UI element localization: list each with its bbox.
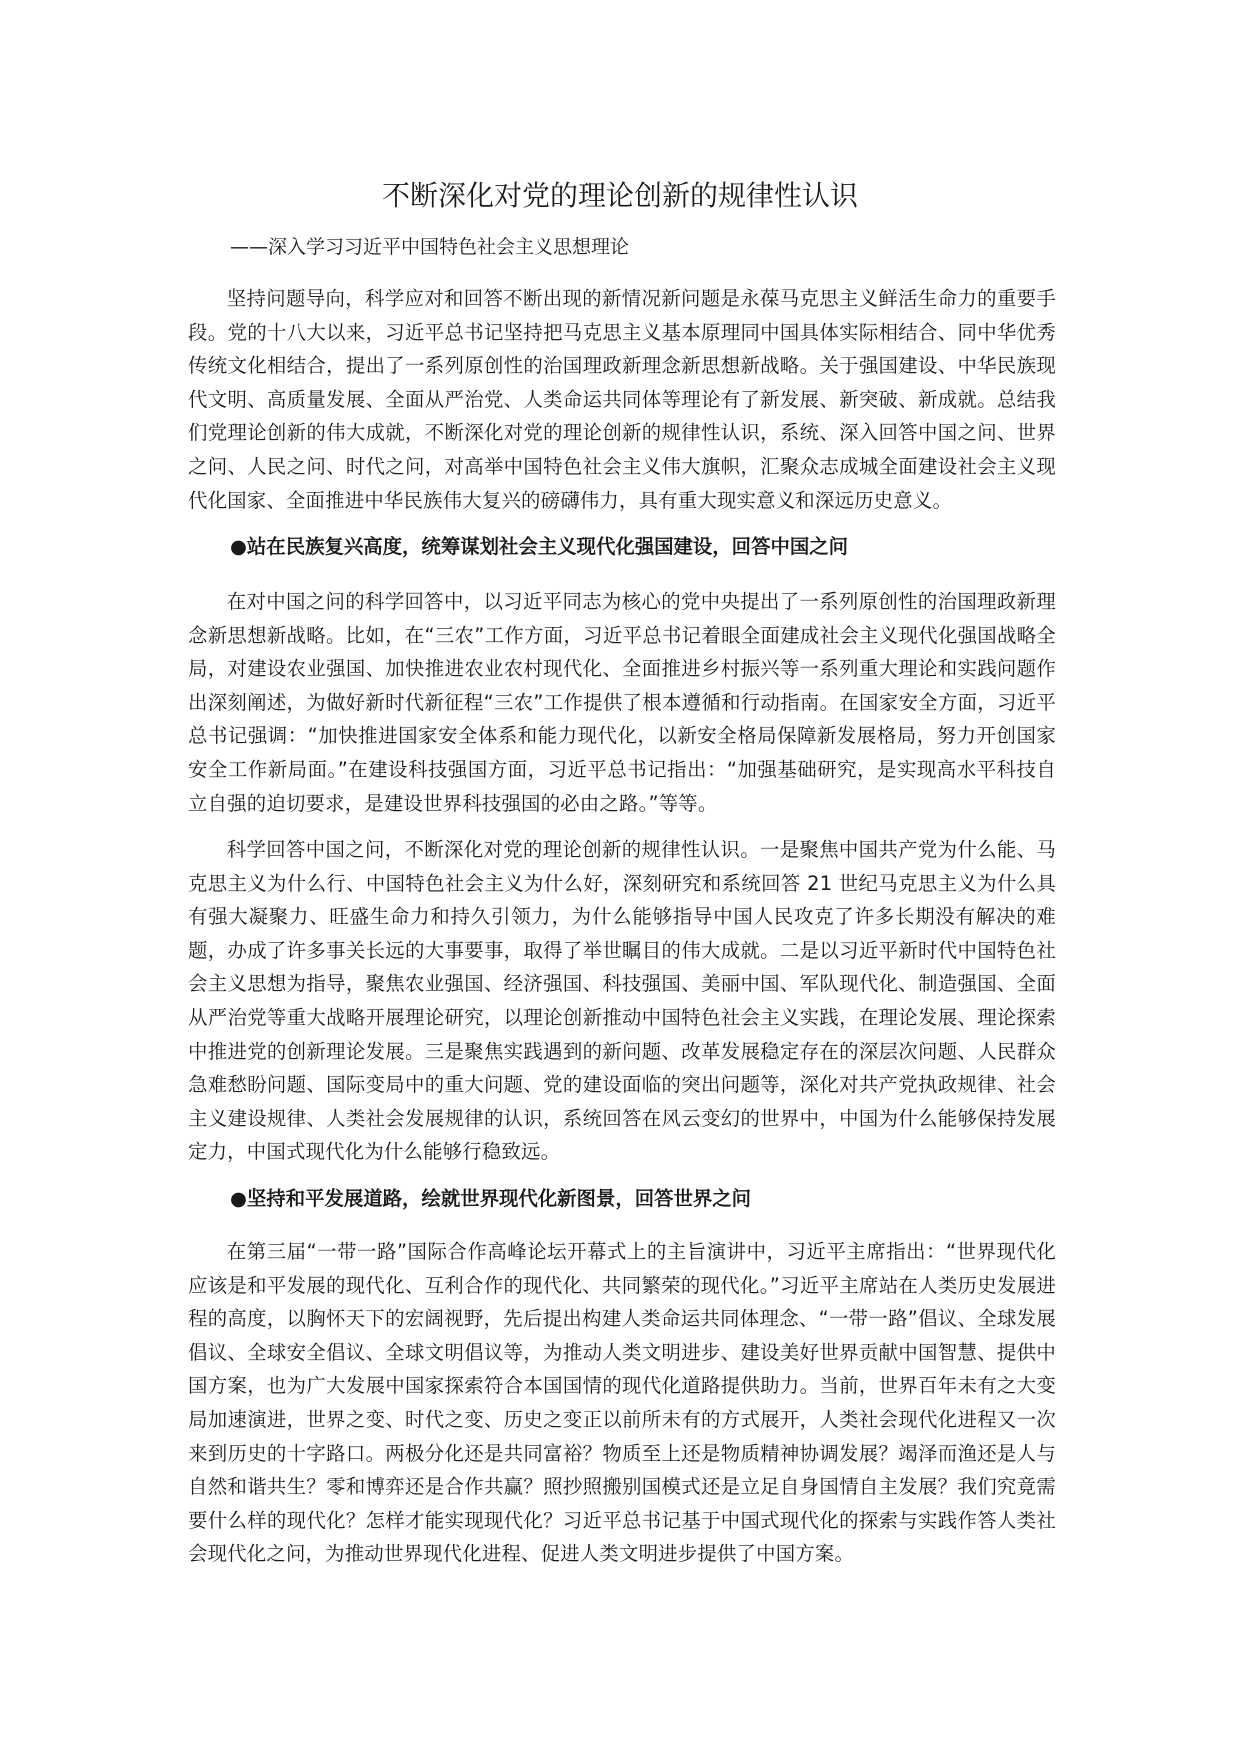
- document-subtitle: ——深入学习习近平中国特色社会主义思想理论: [230, 236, 630, 258]
- section-heading-china-question: ●站在民族复兴高度，统筹谋划社会主义现代化强国建设，回答中国之问: [230, 535, 849, 558]
- paragraph-china-question-answers: 科学回答中国之问，不断深化对党的理论创新的规律性认识。一是聚焦中国共产党为什么能、马克思主义为什么行、中国特色社会主义为什么好，深刻研究和系统回答 21 世纪马克思主义为什么具有强大凝聚力、旺盛生命力和持久引领力，为什么能够指导中国人民攻克了许多长期没有解决的难题，办成了许多事关长远的大事要事，取得了举世瞩目的伟大成就。二是以习近平新时代中国特色社会主义思想为指导，聚焦农业强国、经济强国、科技强国、美丽中国、军队现代化、制造强国、全面从严治党等重大战略开展理论研究，以理论创新推动中国特色社会主义实践，在理论发展、理论探索中推进党的创新理论发展。三是聚焦实践遇到的新问题、改革发展稳定存在的深层次问题、人民群众急难愁盼问题、国际变局中的重大问题、党的建设面临的突出问题等，深化对共产党执政规律、社会主义建设规律、人类社会发展规律的认识，系统回答在风云变幻的世界中，中国为什么能够保持发展定力，中国式现代化为什么能够行稳致远。: [188, 838, 1056, 1164]
- document-title: 不断深化对党的理论创新的规律性认识: [381, 179, 858, 212]
- paragraph-world-question: 在第三届“一带一路”国际合作高峰论坛开幕式上的主旨演讲中，习近平主席指出：“世界现代化应该是和平发展的现代化、互利合作的现代化、共同繁荣的现代化。”习近平主席站在人类历史发展进程的高度，以胸怀天下的宏阔视野，先后提出构建人类命运共同体理念、“一带一路”倡议、全球发展倡议、全球安全倡议、全球文明倡议等，为推动人类文明进步、建设美好世界贡献中国智慧、提供中国方案，也为广大发展中国家探索符合本国国情的现代化道路提供助力。当前，世界百年未有之大变局加速演进，世界之变、时代之变、历史之变正以前所未有的方式展开，人类社会现代化进程又一次来到历史的十字路口。两极分化还是共同富裕？物质至上还是物质精神协调发展？竭泽而渔还是人与自然和谐共生？零和博弈还是合作共赢？照抄照搬别国模式还是立足自身国情自主发展？我们究竟需要什么样的现代化？怎样才能实现现代化？习近平总书记基于中国式现代化的探索与实践作答人类社会现代化之问，为推动世界现代化进程、促进人类文明进步提供了中国方案。: [188, 1240, 1056, 1566]
- paragraph-intro: 坚持问题导向，科学应对和回答不断出现的新情况新问题是永葆马克思主义鲜活生命力的重要手段。党的十八大以来，习近平总书记坚持把马克思主义基本原理同中国具体实际相结合、同中华优秀传统文化相结合，提出了一系列原创性的治国理政新理念新思想新战略。关于强国建设、中华民族现代文明、高质量发展、全面从严治党、人类命运共同体等理论有了新发展、新突破、新成就。总结我们党理论创新的伟大成就，不断深化对党的理论创新的规律性认识，系统、深入回答中国之问、世界之问、人民之问、时代之问，对高举中国特色社会主义伟大旗帜，汇聚众志成城全面建设社会主义现代化国家、全面推进中华民族伟大复兴的磅礴伟力，具有重大现实意义和深远历史意义。: [188, 287, 1056, 512]
- section-heading-world-question: ●坚持和平发展道路，绘就世界现代化新图景，回答世界之问: [230, 1187, 752, 1210]
- paragraph-china-question-examples: 在对中国之问的科学回答中，以习近平同志为核心的党中央提出了一系列原创性的治国理政新理念新思想新战略。比如，在“三农”工作方面，习近平总书记着眼全面建成社会主义现代化强国战略全局，对建设农业强国、加快推进农业农村现代化、全面推进乡村振兴等一系列重大理论和实践问题作出深刻阐述，为做好新时代新征程“三农”工作提供了根本遵循和行动指南。在国家安全方面，习近平总书记强调：“加快推进国家安全体系和能力现代化，以新安全格局保障新发展格局，努力开创国家安全工作新局面。”在建设科技强国方面，习近平总书记指出：“加强基础研究，是实现高水平科技自立自强的迫切要求，是建设世界科技强国的必由之路。”等等。: [188, 590, 1056, 815]
